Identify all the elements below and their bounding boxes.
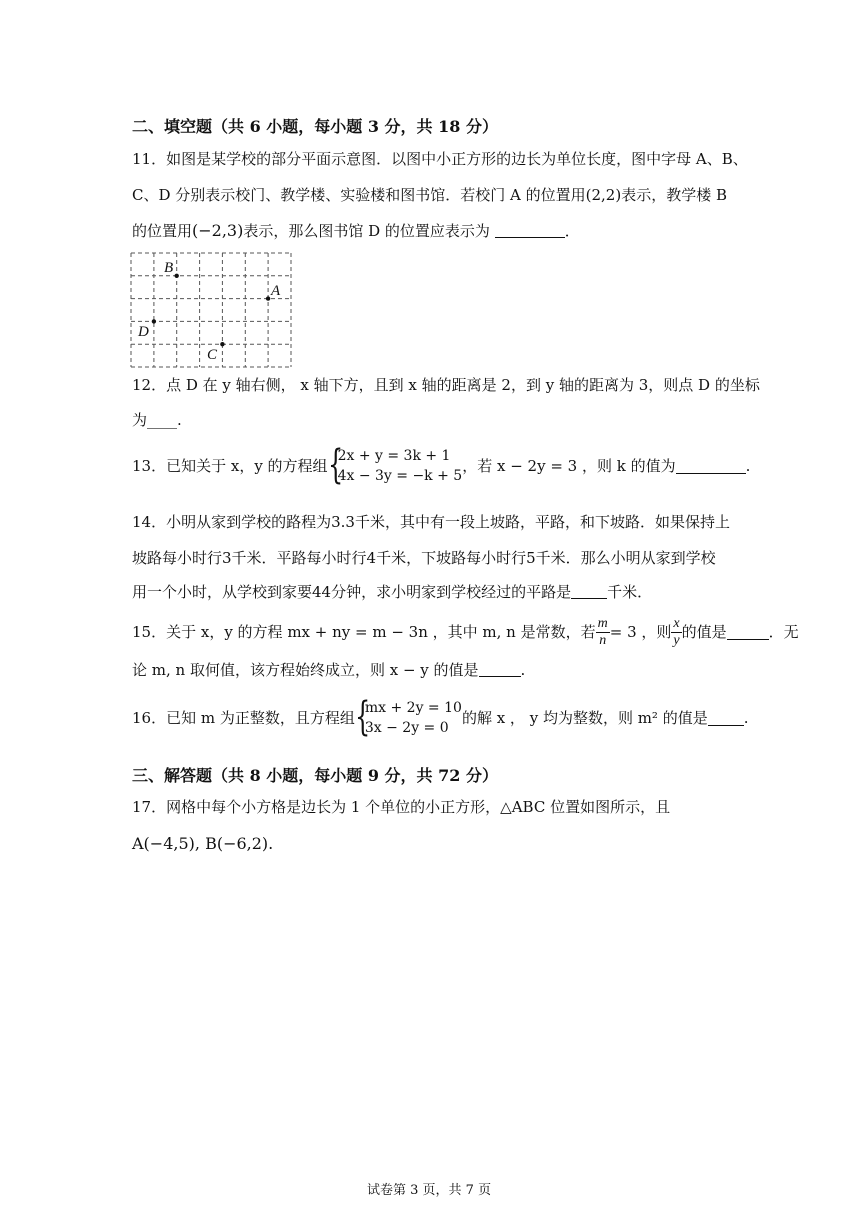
section-3-heading: 三、解答题（共 8 小题，每小题 9 分，共 72 分） (132, 766, 498, 785)
q15-fraction-m-n (596, 616, 610, 649)
q11-line-2: C、D 分别表示校门、教学楼、实验楼和图书馆．若校门 A 的位置用(2,2)表示，教学楼 B (132, 186, 727, 204)
point-a (266, 296, 270, 300)
q15-end: ．无 (768, 623, 799, 641)
q15-line-2-text: 论 m, n 取何值，该方程始终成立，则 x − y 的值是 (132, 661, 479, 679)
q16-line (132, 694, 749, 740)
q14-line-3-end: 千米． (607, 583, 653, 601)
q17-line-2: A(−4,5), B(−6,2). (132, 834, 274, 853)
q16-answer-blank[interactable] (708, 711, 744, 726)
q13-end: . (745, 457, 751, 475)
q14-answer-blank[interactable] (571, 584, 607, 599)
q15-prefix: 15．关于 x，y 的方程 mx + ny = m − 3n ，其中 m, n 是常数，若 (132, 623, 596, 641)
brace-icon: { (327, 442, 343, 488)
q15-frac2-denominator: y (673, 632, 680, 648)
q15-frac2-numerator: x (673, 615, 680, 631)
label-d: D (138, 324, 149, 340)
q11-line-3-mid: 表示，那么图书馆 D 的位置应表示为 (243, 222, 490, 240)
q15-line-1 (132, 612, 799, 652)
point-b (175, 274, 179, 278)
label-a: A (271, 283, 281, 299)
q12-line-1: 12．点 D 在 y 轴右侧， x 轴下方，且到 x 轴的距离是 2，到 y 轴的距离为 3，则点 D 的坐标 (132, 376, 760, 394)
point-c (220, 342, 224, 346)
q14-line-3 (132, 582, 652, 602)
q17-line-1: 17．网格中每个小方格是边长为 1 个单位的小正方形，△ABC 位置如图所示，且 (132, 798, 671, 816)
q15-answer-blank-1[interactable] (727, 625, 769, 640)
q13-equation-system (327, 442, 463, 488)
q16-mid: 的解 x ， y 均为整数，则 m² 的值是 (461, 709, 708, 727)
q15-eq: = 3 ，则 (609, 623, 672, 641)
brace-icon: { (354, 694, 371, 740)
q15-answer-blank-2[interactable] (479, 662, 521, 677)
q11-line-3-start: 的位置用 (132, 222, 193, 240)
q16-equation-system (354, 694, 462, 740)
q16-end: . (743, 709, 749, 727)
q16-eq-2: 3x − 2y = 0 (364, 720, 449, 736)
section-2-heading: 二、填空题（共 6 小题，每小题 3 分，共 18 分） (132, 117, 498, 136)
q14-line-2: 坡路每小时行3千米．平路每小时行4千米，下坡路每小时行5千米．那么小明从家到学校 (132, 549, 716, 567)
q11-grid-figure (130, 252, 292, 368)
q13-eq-1: 2x + y = 3k + 1 (337, 448, 451, 464)
q13-answer-blank[interactable] (676, 459, 746, 474)
label-c: C (207, 347, 218, 363)
q11-answer-blank[interactable] (495, 223, 565, 238)
q16-prefix: 16．已知 m 为正整数，且方程组 (132, 709, 355, 727)
q13-line (132, 442, 751, 488)
q15-line-2 (132, 660, 525, 680)
q15-line-2-end: . (520, 661, 526, 679)
q14-line-1: 14．小明从家到学校的路程为3.3千米，其中有一段上坡路，平路，和下坡路．如果保持上 (132, 513, 730, 531)
q15-fraction-x-y (671, 616, 681, 649)
page-footer: 试卷第 3 页，共 7 页 (367, 1183, 492, 1198)
q15-frac1-denominator: n (599, 632, 607, 648)
q13-mid: ，若 x − 2y = 3 ，则 k 的值为 (462, 457, 676, 475)
q11-line-3 (132, 221, 580, 241)
q15-frac1-numerator: m (597, 615, 608, 631)
q13-prefix: 13．已知关于 x，y 的方程组 (132, 457, 328, 475)
q12-line-2: 为____. (132, 411, 182, 429)
q16-eq-1: mx + 2y = 10 (364, 700, 462, 716)
point-d (152, 319, 156, 323)
label-b: B (164, 260, 174, 276)
q11-coord-b: (−2,3) (192, 221, 244, 240)
q11-line-3-end: ． (564, 222, 580, 240)
q14-line-3-text: 用一个小时，从学校到家要44分钟，求小明家到学校经过的平路是 (132, 583, 572, 601)
q15-mid: 的值是 (681, 623, 727, 641)
q11-line-1: 11．如图是某学校的部分平面示意图．以图中小正方形的边长为单位长度，图中字母 A、B、 (132, 150, 748, 168)
q13-eq-2: 4x − 3y = −k + 5 (337, 468, 463, 484)
